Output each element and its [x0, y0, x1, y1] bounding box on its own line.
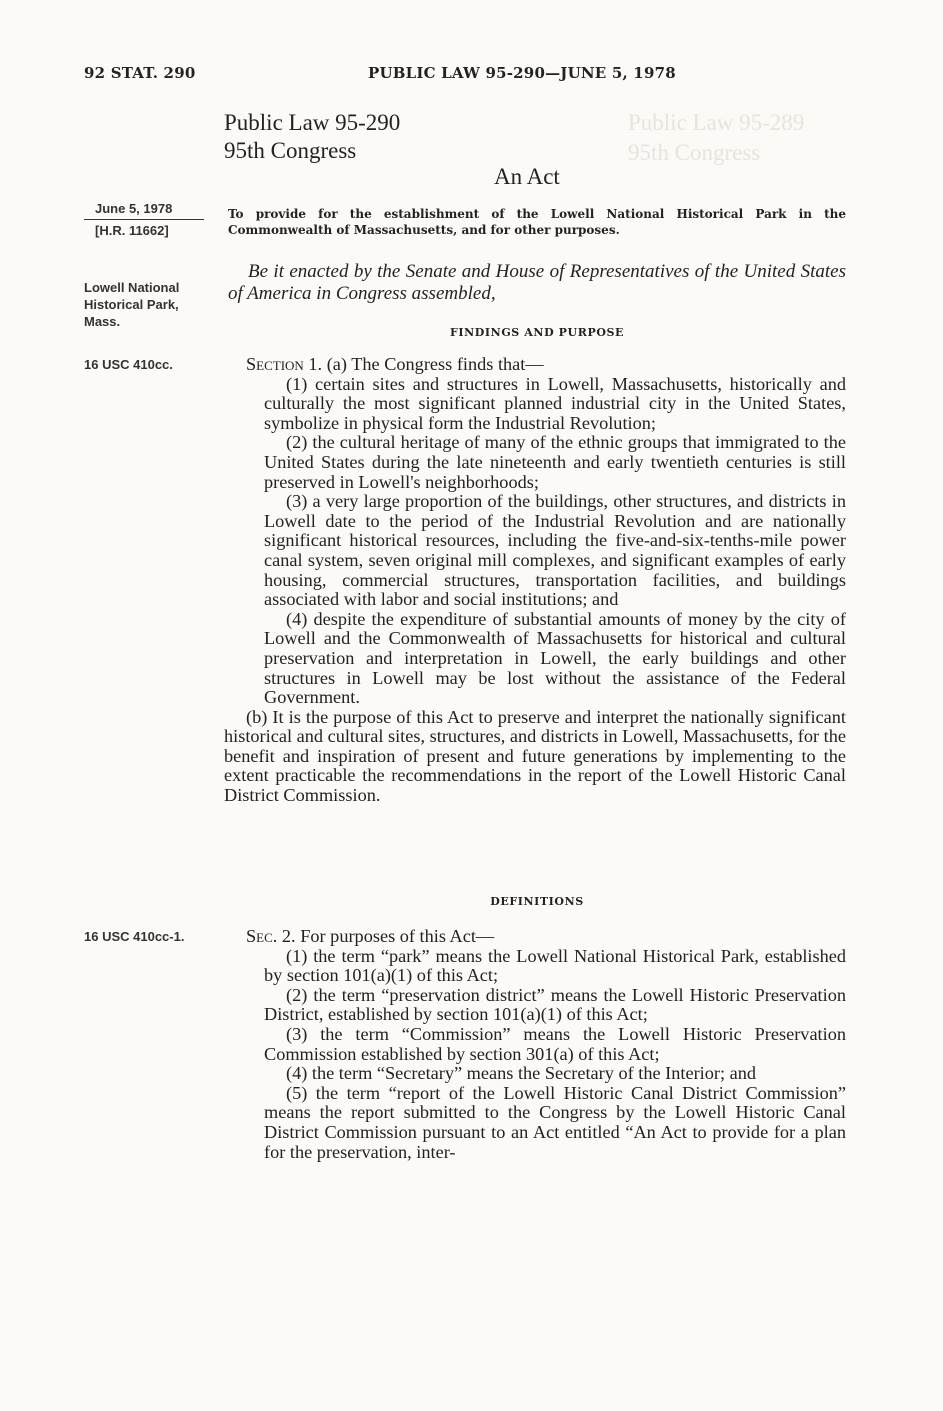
section1-lead: (a) The Congress finds that— — [326, 354, 544, 374]
definition-item: (3) the term “Commission” means the Lowell Historic Preservation Commission established by section 301(a) of this Act; — [264, 1023, 846, 1064]
section2-lead: For purposes of this Act— — [300, 926, 495, 946]
running-title: PUBLIC LAW 95-290—JUNE 5, 1978 — [368, 64, 676, 82]
definition-item: (5) the term “report of the Lowell Historic Canal District Commission” means the report submitted to the Congress by the Lowell Historic Canal District Commission pursuant to an Act entitled “An Act to provide for a plan for the preservation, inter- — [264, 1082, 846, 1162]
congress-number: 95th Congress — [224, 138, 357, 163]
purpose-text: To provide for the establishment of the Lowell National Historical Park in the Commonwealth of Massachusetts, and for other purposes. — [228, 207, 846, 237]
margin-park-note — [84, 279, 179, 330]
section1-body — [224, 354, 846, 806]
definitions-list — [228, 947, 846, 1163]
enacting-clause — [228, 261, 846, 305]
park-note-line: Historical Park, — [84, 297, 179, 312]
enacting-text: Be it enacted by the Senate and House of Representatives of the United States of America in Congress assembled, — [228, 261, 846, 304]
definition-item: (4) the term “Secretary” means the Secretary of the Interior; and — [286, 1063, 757, 1084]
stat-page-number: 92 STAT. 290 — [84, 64, 196, 82]
finding-item: (2) the cultural heritage of many of the ethnic groups that immigrated to the United States during the late nineteenth and early twentieth centuries is still preserved in Lowell's neighborhoods; — [264, 432, 846, 492]
section2-body — [228, 927, 846, 1162]
section2-label: Sec. 2. — [246, 926, 296, 946]
section1-label: Section 1. — [246, 354, 323, 374]
margin-usc-citation-2: 16 USC 410cc-1. — [84, 929, 185, 944]
margin-usc-citation-1: 16 USC 410cc. — [84, 357, 173, 372]
finding-item: (4) despite the expenditure of substantial amounts of money by the city of Lowell and the Commonwealth of Massachusetts for historical and cultural preservation and interpretation in Lowell, the early buildings and other structures in Lowell may be lost without the assistance of the Federal Government. — [264, 608, 846, 708]
section1-heading: FINDINGS AND PURPOSE — [449, 326, 625, 339]
act-purpose — [228, 206, 846, 238]
definition-item: (1) the term “park” means the Lowell National Historical Park, established by section 101(a)(1) of this Act; — [264, 945, 846, 986]
law-number: Public Law 95-290 — [224, 110, 401, 135]
margin-bill-number: [H.R. 11662] — [95, 223, 169, 238]
findings-list — [228, 375, 846, 708]
margin-date: June 5, 1978 — [95, 201, 173, 216]
finding-item: (1) certain sites and structures in Lowell, Massachusetts, historically and culturally the most significant planned industrial city in the United States, symbolize in physical form the Industrial Revolution; — [264, 373, 846, 433]
definition-item: (2) the term “preservation district” means the Lowell Historic Preservation District, established by section 101(a)(1) of this Act; — [264, 984, 846, 1025]
park-note-line: Lowell National — [84, 280, 180, 295]
park-note-line: Mass. — [84, 314, 121, 329]
bleed-through-title: Public Law 95-289 95th Congress — [628, 110, 805, 165]
section2-heading: DEFINITIONS — [490, 895, 584, 908]
margin-divider — [84, 219, 204, 220]
purpose-subsection: (b) It is the purpose of this Act to preserve and interpret the nationally significant historical and cultural sites, structures, and districts in Lowell, Massachusetts, for the benefit and inspiration of present and future generations by implementing to the extent practicable the recommendations in the report of the Lowell Historic Canal District Commission. — [224, 706, 846, 806]
act-heading: An Act — [494, 164, 560, 189]
finding-item: (3) a very large proportion of the buildings, other structures, and districts in Lowell date to the period of the Industrial Revolution and are nationally significant historical resources, including the five-and-six-tenths-mile power canal system, seven original mill complexes, and significant examples of early housing, commercial structures, transportation facilities, and buildings associated with labor and social institutions; and — [264, 491, 846, 610]
